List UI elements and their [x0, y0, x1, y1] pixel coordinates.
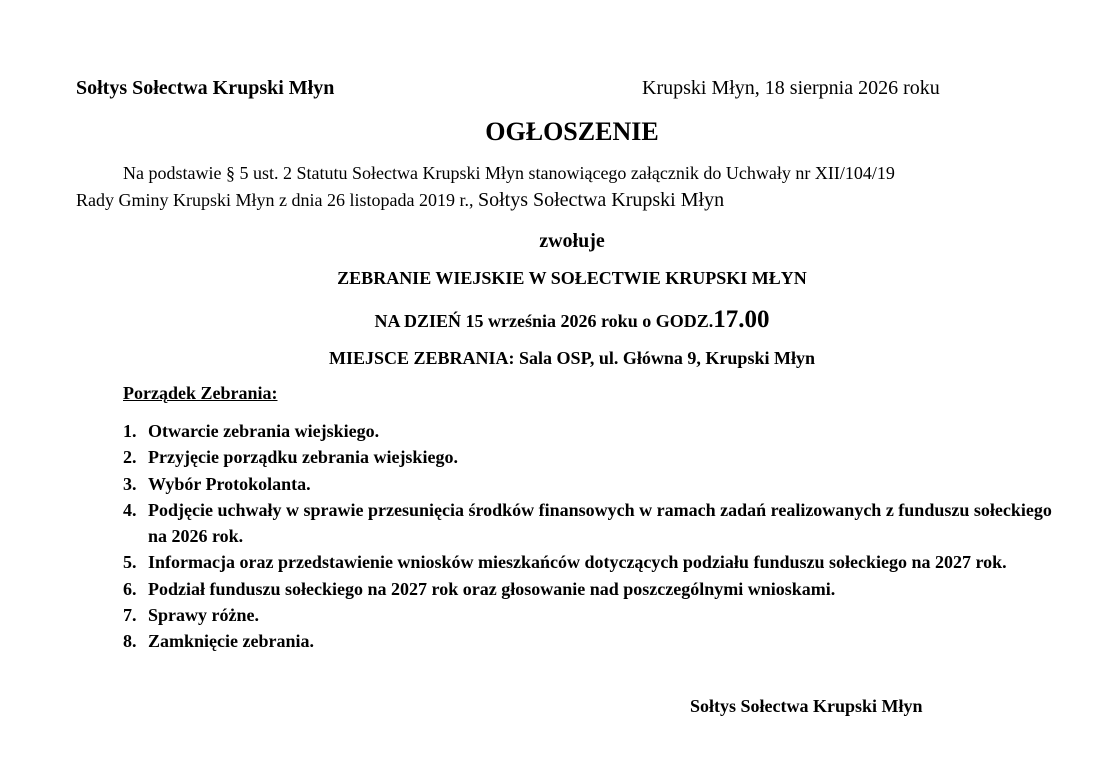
agenda-item	[123, 418, 1053, 444]
convenes-word: zwołuje	[539, 230, 605, 252]
agenda-item-text: Podział funduszu sołeckiego na 2027 rok oraz głosowanie nad poszczególnymi wnioskami.	[148, 578, 836, 599]
agenda-item-number: 8.	[123, 631, 137, 652]
agenda-item-text: Wybór Protokolanta.	[148, 473, 311, 494]
place-and-date: Krupski Młyn, 18 sierpnia 2026 roku	[642, 77, 940, 99]
document-title: OGŁOSZENIE	[485, 117, 659, 146]
agenda-item-text: Sprawy różne.	[148, 605, 259, 626]
legal-basis-line-2-text: Rady Gminy Krupski Młyn z dnia 26 listopada 2019 r.,	[76, 190, 474, 210]
legal-basis-line-1: Na podstawie § 5 ust. 2 Statutu Sołectwa Krupski Młyn stanowiącego załącznik do Uchwały nr XII/104/19	[123, 163, 895, 183]
signature: Sołtys Sołectwa Krupski Młyn	[690, 696, 923, 716]
agenda-item	[123, 549, 1053, 575]
agenda-item-number: 5.	[123, 552, 137, 573]
agenda-item-number: 4.	[123, 499, 137, 520]
agenda-item-text: Zamknięcie zebrania.	[148, 631, 314, 652]
legal-basis-paragraph	[76, 160, 1056, 214]
agenda-title: Porządek Zebrania:	[123, 383, 278, 403]
meeting-place: MIEJSCE ZEBRANIA: Sala OSP, ul. Główna 9, Krupski Młyn	[329, 348, 815, 368]
agenda-item-number: 7.	[123, 605, 137, 626]
legal-basis-line-2	[76, 187, 1056, 214]
legal-basis-line-2-author: Sołtys Sołectwa Krupski Młyn	[477, 189, 725, 211]
agenda-item-number: 1.	[123, 421, 137, 441]
agenda-item-number: 3.	[123, 473, 137, 494]
meeting-name: ZEBRANIE WIEJSKIE W SOŁECTWIE KRUPSKI MŁYN	[337, 268, 807, 288]
agenda-item-number: 6.	[123, 578, 137, 599]
meeting-date-text: NA DZIEŃ 15 września 2026 roku o GODZ.	[374, 311, 714, 331]
agenda-item-text: Otwarcie zebrania wiejskiego.	[148, 421, 380, 441]
agenda-item-number: 2.	[123, 447, 137, 468]
agenda-item-text: Przyjęcie porządku zebrania wiejskiego.	[148, 447, 458, 468]
agenda-item	[123, 628, 1053, 654]
agenda-list	[123, 418, 1053, 655]
author-heading: Sołtys Sołectwa Krupski Młyn	[76, 77, 335, 99]
meeting-time: 17.00	[713, 306, 770, 333]
agenda-item	[123, 576, 1053, 602]
agenda-item-text: Podjęcie uchwały w sprawie przesunięcia środków finansowych w ramach zadań realizowanych z funduszu sołeckiego na 2026 rok.	[148, 499, 1052, 547]
meeting-date	[0, 306, 1100, 335]
agenda-item	[123, 497, 1053, 550]
agenda-item	[123, 602, 1053, 628]
agenda-item	[123, 471, 1053, 497]
agenda-item	[123, 444, 1053, 470]
agenda-item-text: Informacja oraz przedstawienie wniosków mieszkańców dotyczących podziału funduszu sołeckiego na 2027 rok.	[148, 552, 1007, 573]
